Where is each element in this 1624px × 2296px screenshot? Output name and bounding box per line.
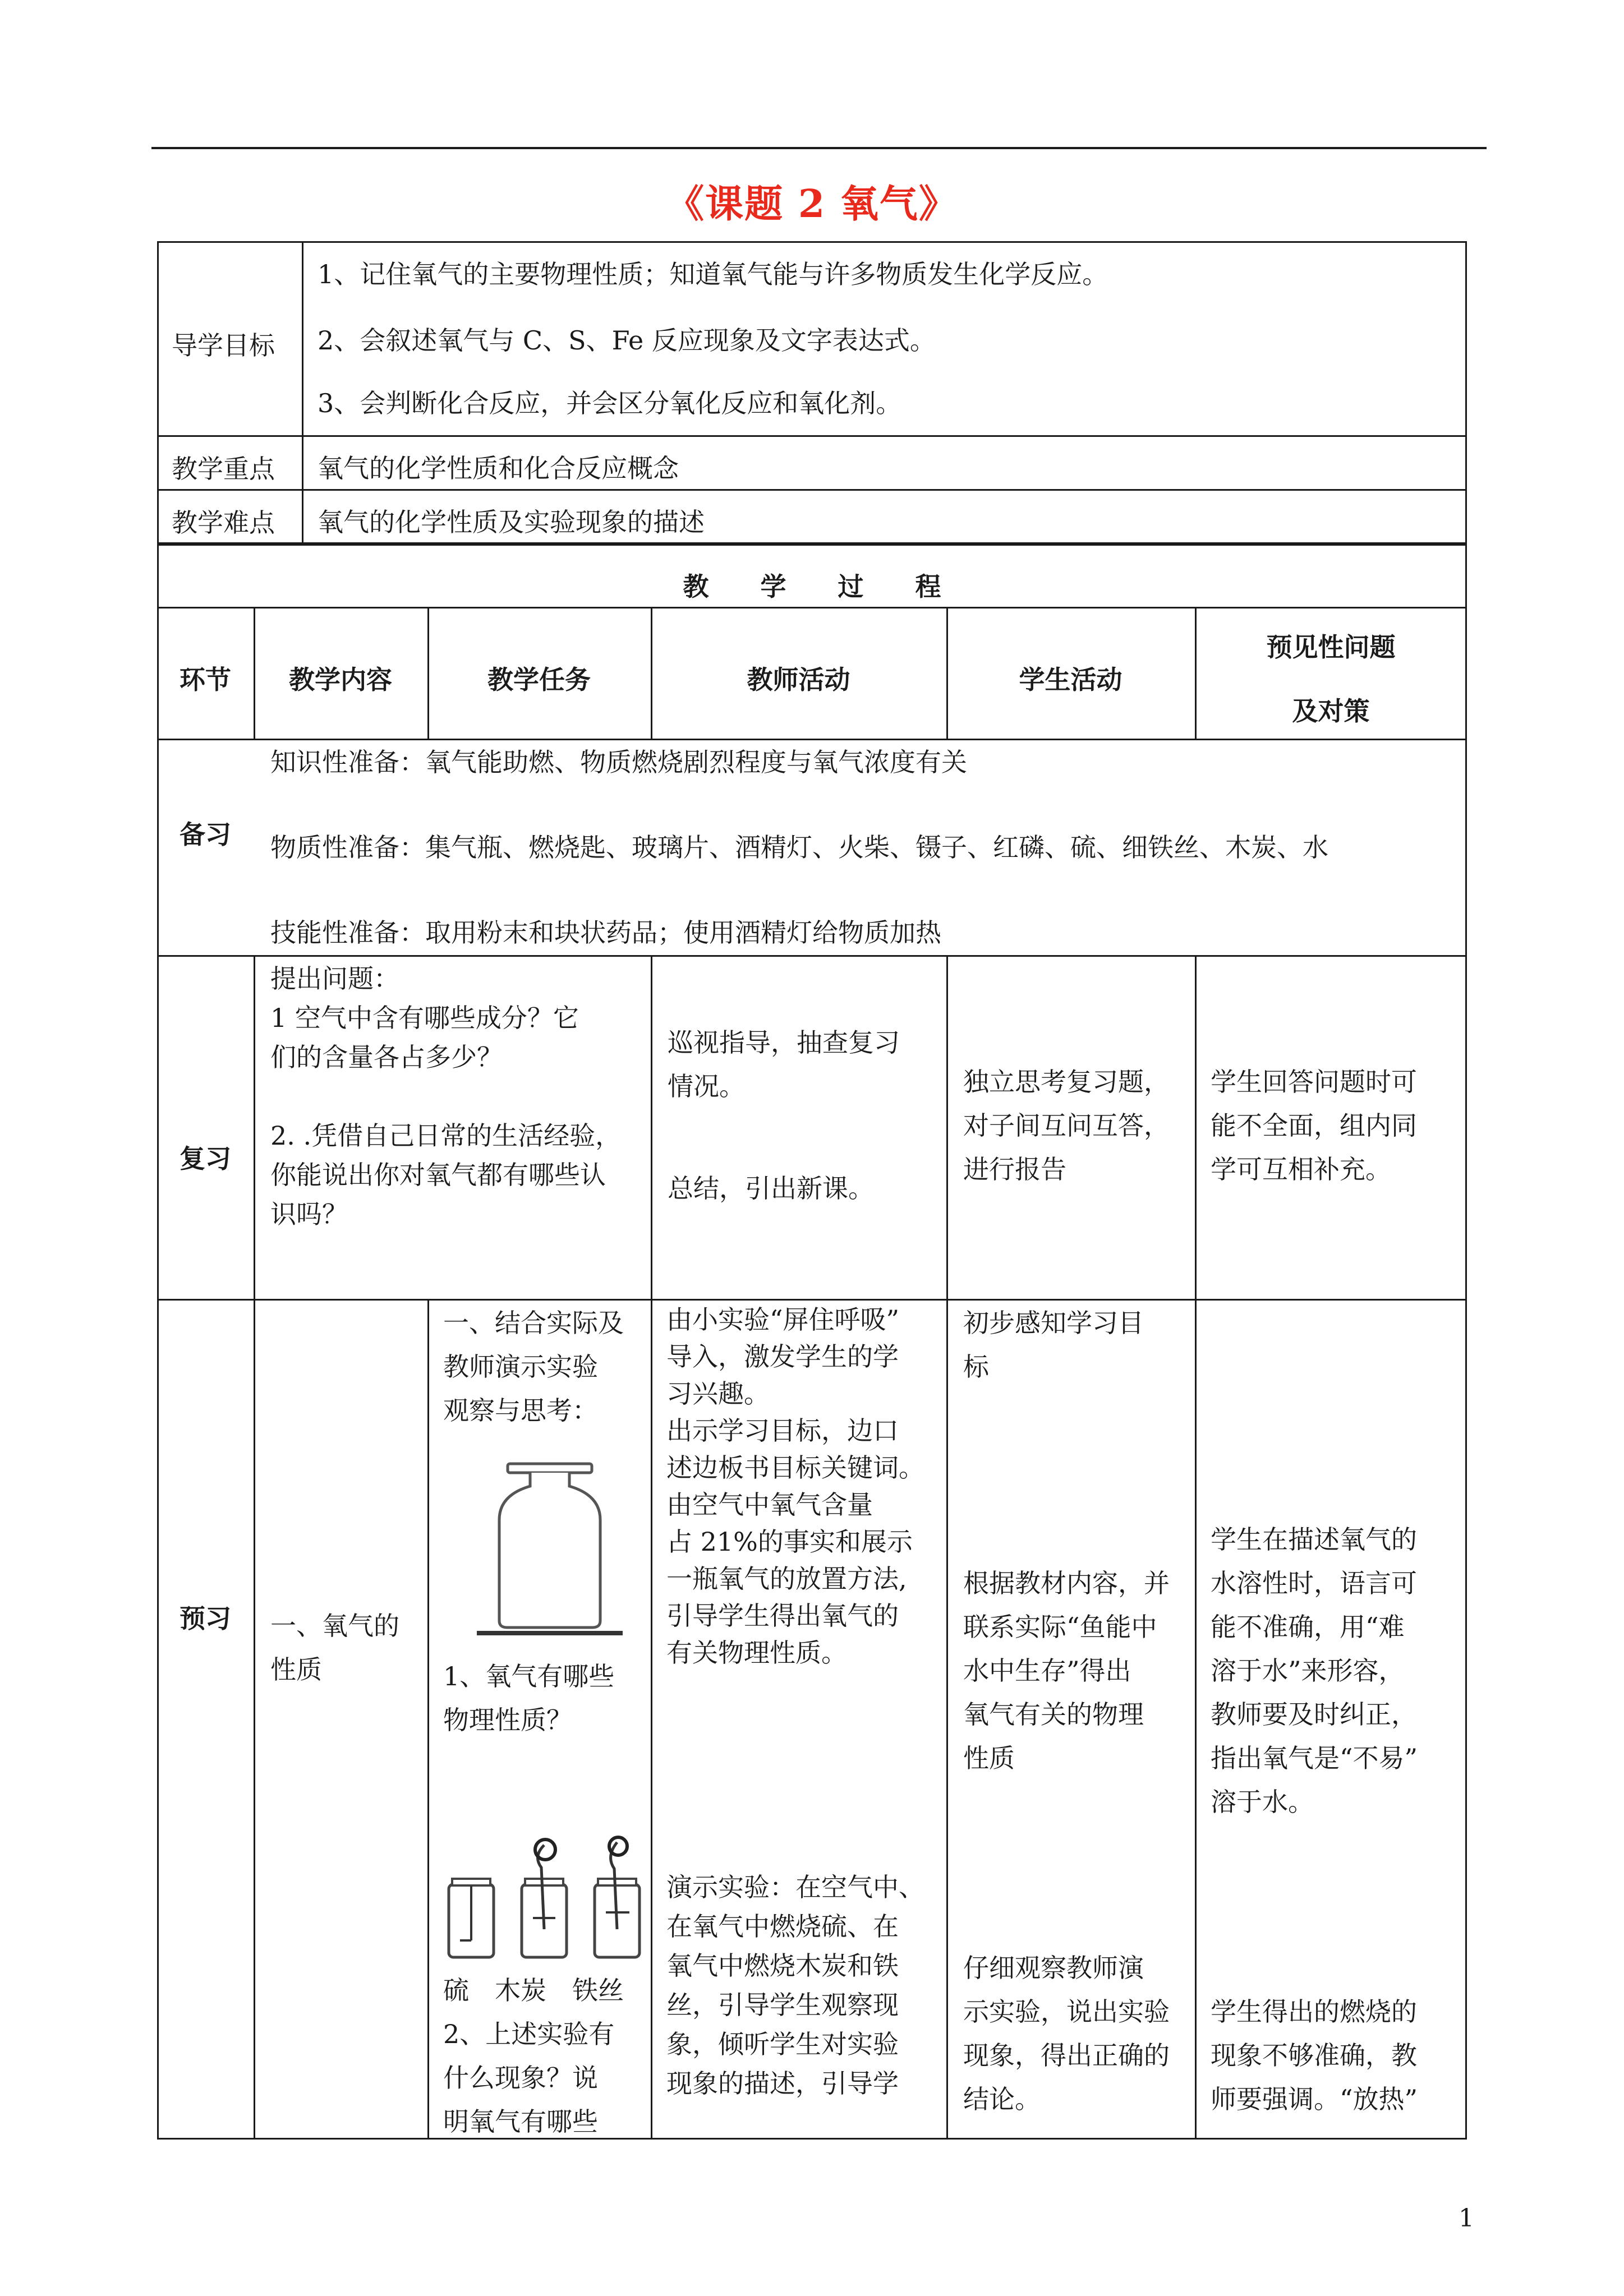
prep-skills: 技能性准备：取用粉末和块状药品；使用酒精灯给物质加热 [270,918,941,948]
difficulty-text: 氧气的化学性质及实验现象的描述 [318,507,705,537]
student-c-4: 结论。 [963,2084,1041,2114]
task-q1-1: 1、氧气有哪些 [443,1661,615,1691]
student-c-2: 示实验，说出实验 [963,1997,1170,2027]
issues-a-5: 教师要及时纠正， [1211,1699,1417,1730]
review-content-1: 提出问题： [270,963,399,994]
col-header-teacher: 教师活动 [747,665,850,695]
issues-a-6: 指出氧气是“不易” [1211,1743,1418,1773]
header-rule [151,147,1487,149]
issues-a-1: 学生在描述氧气的 [1211,1524,1417,1555]
review-content-3: 们的含量各占多少？ [270,1042,503,1072]
col-header-stage: 环节 [180,665,231,695]
teacher-b-5: 象，倾听学生对实验 [666,2029,899,2059]
gas-jar-illustration [477,1458,623,1643]
review-issues-2: 能不全面，组内同 [1211,1110,1417,1141]
student-b-1: 根据教材内容，并 [963,1568,1170,1598]
issues-a-3: 能不准确，用“难 [1211,1612,1405,1642]
key-point-text: 氧气的化学性质和化合反应概念 [318,453,679,483]
document-title: 《课题 2 氧气》 [666,182,958,227]
guide-label: 导学目标 [172,330,275,361]
review-content-6: 识吗？ [270,1199,348,1229]
review-student-1: 独立思考复习题， [963,1067,1170,1097]
review-student-2: 对子间互问互答， [963,1110,1170,1141]
guide-item-2: 2、会叙述氧气与 C、S、Fe 反应现象及文字表达式。 [318,325,936,356]
preview-content-2: 性质 [270,1654,322,1685]
teacher-a-2: 导入，激发学生的学 [666,1341,899,1372]
col-header-content: 教学内容 [289,665,392,695]
col-header-issues-2: 及对策 [1292,696,1370,726]
teacher-a-5: 述边板书目标关键词。 [666,1453,924,1483]
key-point-label: 教学重点 [172,454,275,484]
page-number: 1 [1459,2204,1474,2233]
col-header-student: 学生活动 [1019,665,1122,695]
issues-b-2: 现象不够准确，教 [1211,2040,1417,2071]
review-teacher-2: 情况。 [668,1071,745,1101]
task-q2-3: 明氧气有哪些 [443,2106,598,2137]
issues-a-7: 溶于水。 [1211,1787,1314,1817]
preview-label: 预习 [180,1603,231,1634]
difficulty-label: 教学难点 [172,508,275,538]
guide-item-1: 1、记住氧气的主要物理性质；知道氧气能与许多物质发生化学反应。 [318,259,1108,289]
task-intro-2: 教师演示实验 [443,1352,598,1382]
guide-item-3: 3、会判断化合反应，并会区分氧化反应和氧化剂。 [318,388,902,418]
student-b-3: 水中生存”得出 [963,1656,1131,1686]
review-teacher-3: 总结，引出新课。 [668,1173,874,1204]
teacher-a-4: 出示学习目标，边口 [666,1416,899,1446]
teacher-b-1: 演示实验：在空气中、 [666,1872,924,1902]
review-issues-1: 学生回答问题时可 [1211,1067,1417,1097]
teacher-b-6: 现象的描述，引导学 [666,2068,899,2099]
issues-a-2: 水溶性时，语言可 [1211,1568,1417,1598]
review-content-4: 2. .凭借自己日常的生活经验， [270,1121,622,1151]
col-header-task: 教学任务 [487,665,591,695]
student-c-1: 仔细观察教师演 [963,1953,1144,1983]
prep-knowledge: 知识性准备：氧气能助燃、物质燃烧剧烈程度与氧气浓度有关 [270,747,967,777]
process-heading: 教 学 过 程 [683,571,941,602]
student-a-2: 标 [963,1352,989,1382]
prep-label: 备习 [180,819,231,850]
student-a-1: 初步感知学习目 [963,1308,1144,1338]
col-header-issues-1: 预见性问题 [1266,632,1396,662]
combustion-experiment-illustration [443,1834,645,1963]
teacher-a-1: 由小实验“屏住呼吸” [666,1304,900,1335]
review-content-2: 1 空气中含有哪些成分？它 [270,1003,579,1033]
teacher-a-8: 一瓶氧气的放置方法, [666,1564,907,1594]
teacher-a-7: 占 21%的事实和展示 [666,1527,913,1557]
prep-materials: 物质性准备：集气瓶、燃烧匙、玻璃片、酒精灯、火柴、镊子、红磷、硫、细铁丝、木炭、水 [270,832,1328,863]
student-b-4: 氧气有关的物理 [963,1699,1144,1730]
student-c-3: 现象，得出正确的 [963,2040,1170,2071]
teacher-b-2: 在氧气中燃烧硫、在 [666,1911,899,1942]
student-b-5: 性质 [963,1743,1015,1773]
student-b-2: 联系实际“鱼能中 [963,1612,1157,1642]
teacher-b-4: 丝，引导学生观察现 [666,1990,899,2020]
task-intro-1: 一、结合实际及 [443,1308,624,1338]
issues-b-3: 师要强调。“放热” [1211,2084,1418,2114]
issues-b-1: 学生得出的燃烧的 [1211,1997,1417,2027]
teacher-b-3: 氧气中燃烧木炭和铁 [666,1951,899,1981]
preview-content-1: 一、氧气的 [270,1611,399,1641]
teacher-a-10: 有关物理性质。 [666,1638,847,1668]
task-q1-2: 物理性质？ [443,1705,572,1735]
task-experiment-labels: 硫 木炭 铁丝 [443,1975,624,2005]
task-q2-1: 2、上述实验有 [443,2019,615,2049]
review-student-3: 进行报告 [963,1154,1066,1184]
task-intro-3: 观察与思考： [443,1395,598,1426]
teacher-a-9: 引导学生得出氧气的 [666,1601,899,1631]
task-q2-2: 什么现象？说 [443,2063,598,2093]
review-content-5: 你能说出你对氧气都有哪些认 [270,1160,606,1190]
teacher-a-6: 由空气中氧气含量 [666,1490,873,1520]
review-issues-3: 学可互相补充。 [1211,1154,1391,1184]
issues-a-4: 溶于水”来形容， [1211,1656,1405,1686]
teacher-a-3: 习兴趣。 [666,1378,770,1409]
review-teacher-1: 巡视指导，抽查复习 [668,1027,900,1058]
review-label: 复习 [180,1144,231,1174]
